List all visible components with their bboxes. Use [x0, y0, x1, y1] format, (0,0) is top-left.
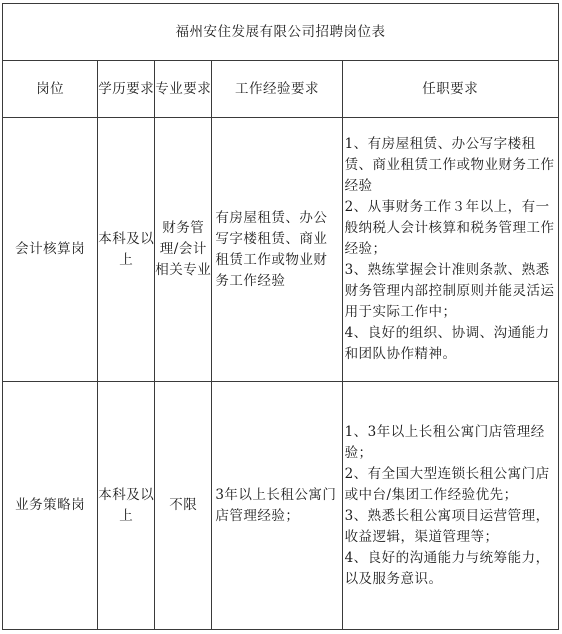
requirement-item: 4、良好的组织、协调、沟通能力和团队协作精神。: [344, 325, 550, 362]
requirement-item: 2、从事财务工作３年以上，有一般纳税人会计核算和税务管理工作经验；: [344, 199, 555, 257]
requirement-item: 1、有房屋租赁、办公写字楼租赁、商业租赁工作或物业财务工作经验: [344, 136, 555, 194]
job-experience: 3年以上长租公寓门店管理经验；: [212, 382, 342, 630]
requirement-item: 3、熟练掌握会计准则条款、熟悉财务管理内部控制原则并能灵活运用于实际工作中；: [344, 262, 555, 320]
job-requirements: [342, 382, 558, 630]
job-experience: 有房屋租赁、办公写字楼租赁、商业租赁工作或物业财务工作经验: [212, 118, 342, 382]
job-education: 本科及以上: [98, 382, 155, 630]
job-position: 会计核算岗: [3, 118, 98, 382]
job-major: 不限: [155, 382, 212, 630]
header-row: [3, 61, 559, 118]
table-title: 福州安住发展有限公司招聘岗位表: [3, 4, 559, 61]
requirement-item: 4、良好的沟通能力与统筹能力，以及服务意识。: [344, 549, 550, 587]
job-education: 本科及以上: [98, 118, 155, 382]
table-row: [3, 382, 559, 630]
recruitment-table: [2, 3, 559, 630]
requirement-item: 3、熟悉长租公寓项目运营管理，收益逻辑，渠道管理等；: [344, 507, 550, 545]
header-position: 岗位: [3, 61, 98, 118]
header-requirements: 任职要求: [342, 61, 558, 118]
requirement-item: 1、3年以上长租公寓门店管理经验；: [344, 423, 545, 461]
header-major: 专业要求: [155, 61, 212, 118]
requirement-item: 2、有全国大型连锁长租公寓门店或中台/集团工作经验优先；: [344, 465, 550, 503]
header-education: 学历要求: [98, 61, 155, 118]
job-major: 财务管理/会计相关专业: [155, 118, 212, 382]
job-position: 业务策略岗: [3, 382, 98, 630]
table-row: [3, 118, 559, 382]
job-requirements: [342, 118, 558, 382]
title-row: [3, 4, 559, 61]
header-experience: 工作经验要求: [212, 61, 342, 118]
